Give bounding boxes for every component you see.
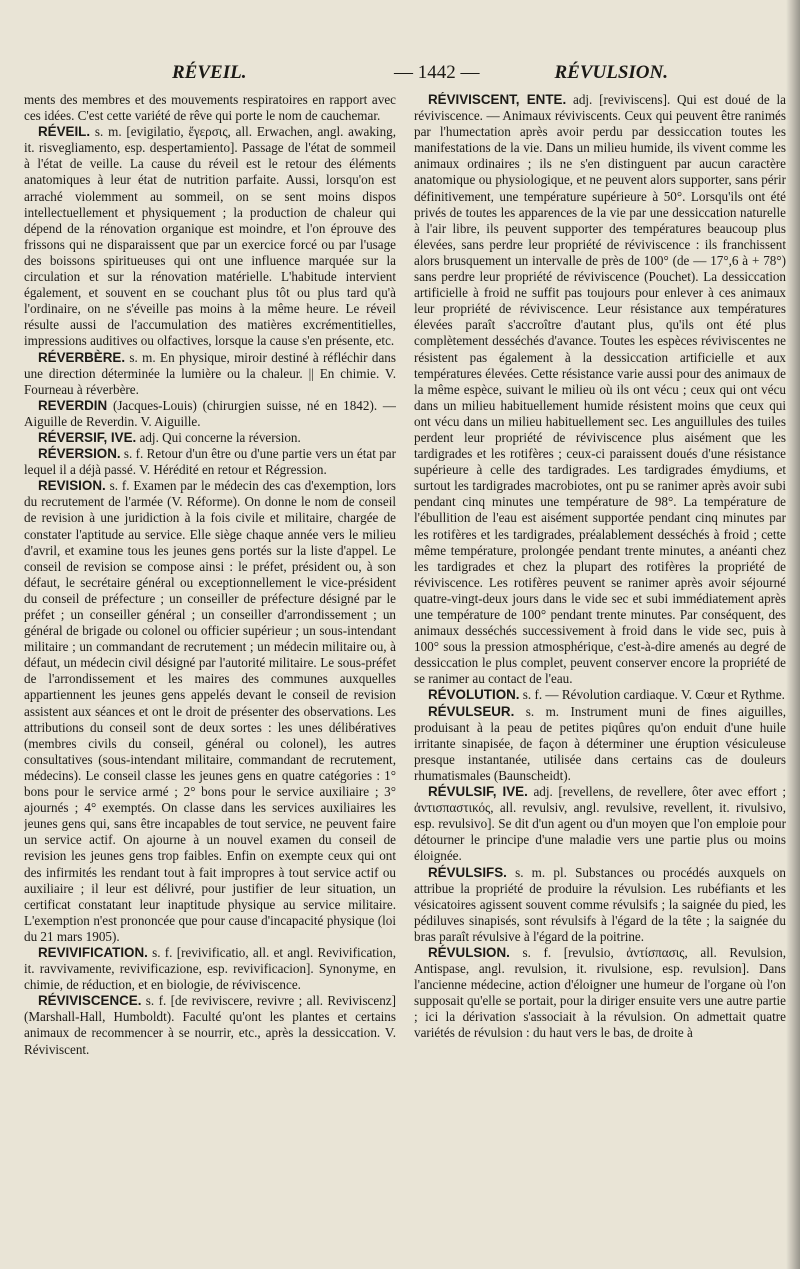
entry-headword: REVIVIFICATION.: [38, 944, 148, 960]
entry-definition: s. f. [revulsio, ἀντίσπασις, all. Revulsion, Antispase, angl. revulsion, it. rivulsione, esp. revulsion]. Dans l'ancienne médecine, action d'éloigner une humeur de l'organe où l'on supposait qu'elle se portait, pour la diriger ensuite vers une autre partie ; ici la dérivation s'associait à la révulsion. On admettait quatre variétés de révulsion : du haut vers le bas, de droite à: [414, 944, 786, 1041]
entry-definition: s. f. Retour d'un être ou d'une partie vers un état par lequel il a déjà passé. V. Hérédité en retour et Régression.: [24, 446, 396, 478]
entry-headword: REVISION.: [38, 478, 106, 494]
dictionary-entry: [414, 92, 786, 687]
right-column: [414, 92, 786, 1261]
entry-headword: RÉVERSION.: [38, 446, 121, 462]
dictionary-entry: [24, 124, 396, 349]
text-columns: [24, 92, 786, 1261]
dictionary-entry: [24, 993, 396, 1057]
running-head-right: RÉVULSION.: [554, 62, 668, 83]
entry-headword: RÉVULSION.: [428, 944, 510, 960]
dictionary-entry: [414, 784, 786, 864]
dictionary-entry: [414, 687, 786, 703]
entry-headword: RÉVULSIFS.: [428, 864, 507, 880]
entry-headword: REVERDIN: [38, 397, 108, 413]
entry-headword: RÉVEIL.: [38, 124, 91, 140]
page-number: — 1442 —: [394, 62, 480, 83]
entry-headword: RÉVERBÈRE.: [38, 349, 126, 365]
dictionary-entry: [24, 945, 396, 993]
left-column: [24, 92, 396, 1261]
dictionary-entry: [24, 398, 396, 430]
entry-headword: RÉVULSEUR.: [428, 703, 515, 719]
entry-definition: s. f. [revivificatio, all. et angl. Revivification, it. ravvivamente, revivificazione, esp. revivificacion]. Synonyme, en chimie, de réduction, et en biologie, de réviviscence.: [24, 944, 396, 993]
dictionary-entry: [414, 945, 786, 1042]
page-edge-shadow: [786, 0, 800, 1269]
running-head-left: RÉVEIL.: [172, 62, 247, 83]
entry-definition: s. f. Examen par le médecin des cas d'exemption, lors du recrutement de l'armée (V. Réforme). On donne le nom de conseil de revision à une juridiction à la fois civile et militaire, chargée de constater l'aptitude au service. Elle siège chaque année vers le milieu d'avril, et examine tous les jeunes gens portés sur la liste d'appel. Le conseil de revision se compose ainsi : le préfet, président ou, à son défaut, le secrétaire général ou exceptionnellement le vice-président du conseil de préfecture ; un conseiller de préfecture désigné par le préfet ; un conseiller général ; un conseiller d'arrondissement ; un général de brigade ou colonel ou officier supérieur ; un sous-intendant militaire ; un commandant de recrutement ; un médecin militaire ou, à défaut, un médecin civil désigné par l'autorité militaire. Le sous-préfet de l'arrondissement et les maires des communes auxquelles appartiennent les jeunes gens appelés devant le conseil de revision assistent aux séances et ont le droit de présenter des observations. Les attributions du conseil sont de deux sortes : les unes délibératives (membres civils du conseil, général ou colonel), les autres consultatives (sous-intendant militaire, commandant de recrutement, médecins). Le conseil classe les jeunes gens en quatre catégories : 1° bons pour le service armé ; 2° bons pour le service auxiliaire ; 3° ajournés ; 4° exemptés. On classe dans les services auxiliaires les jeunes gens qui, sans être incapables de tout service, ne peuvent faire un service actif. On ajourne à un nouvel examen du conseil de revision les jeunes gens trop faibles. Enfin on exempte ceux qui ont des infirmités les rendant tout à fait impropres à tout service actif ou auxiliaire ; il leur est délivré, pour justifier de leur situation, un certificat constatant leur inaptitude physique au service militaire. L'exemption n'est prononcée que pour cause d'incapacité physique (loi du 21 mars 1905).: [24, 478, 396, 944]
entry-definition: adj. Qui concerne la réversion.: [136, 429, 301, 445]
entry-definition: (Jacques-Louis) (chirurgien suisse, né en 1842). — Aiguille de Reverdin. V. Aiguille.: [24, 397, 396, 429]
entry-headword: RÉVIVISCENT, ENTE.: [428, 92, 567, 107]
entry-definition: s. f. — Révolution cardiaque. V. Cœur et Rythme.: [519, 687, 785, 703]
dictionary-entry: [414, 704, 786, 784]
entry-headword: RÉVULSIF, IVE.: [428, 784, 528, 800]
dictionary-entry: [414, 865, 786, 945]
entry-definition: s. m. pl. Substances ou procédés auxquels on attribue la propriété de produire la révulsion. Les rubéfiants et les vésicatoires agissent souvent comme révulsifs ; la saignée du pied, les pédiluves sinapisés, sont révulsifs à l'égard de la tête ; la saignée du bras paraît révulsive à l'égard de la poitrine.: [414, 864, 786, 944]
entry-definition: s. m. Instrument muni de fines aiguilles, produisant à la peau de petites piqûres qu'on enduit d'une huile irritante sinapisée, de façon à déterminer une éruption vésiculeuse presque instantanée, utilisée dans certains cas de douleurs rhumatismales (Baunscheidt).: [414, 703, 786, 783]
entry-definition: adj. [revellens, de revellere, ôter avec effort ; ἀντισπαστικός, all. revulsiv, angl. revulsive, revellent, it. rivulsivo, esp. revulsivo]. Se dit d'un agent ou d'un moyen que l'on emploie pour détourner le principe d'une maladie vers une partie plus ou moins éloignée.: [414, 784, 786, 864]
entry-headword: RÉVERSIF, IVE.: [38, 429, 137, 445]
entry-definition: adj. [reviviscens]. Qui est doué de la réviviscence. — Animaux réviviscents. Ceux qui peuvent être ranimés par l'humectation après avoir perdu par dessiccation toutes les manifestations de la vie. Dans un milieu humide, ils vivent comme les animaux ordinaires ; ils ne s'en distinguent par aucun caractère anatomique ou physiologique, et ne peuvent alors supporter, sans périr définitivement, une température supérieure à 50°. Lorsqu'ils ont été privés de toutes les apparences de la vie par une dessiccation naturelle à l'air libre, ils peuvent supporter des températures beaucoup plus élevées, sans perdre leur propriété de réviviscence : ils franchissent alors brusquement un intervalle de près de 100° (de — 17°,6 à + 78°) sans perdre leur propriété de réviviscence (Pouchet). La dessiccation artificielle à froid ne suffit pas toujours pour enlever à ces animaux leur propriété de réviviscence. Leur résistance aux températures élevées paraît s'accroître d'autant plus, qu'ils ont été plus complètement desséchés d'avance. Toutes les espèces réviviscentes ne résistent pas également à la dessiccation artificielle et aux températures élevées. Cette résistance varie aussi pour des animaux de la même espèce, suivant le milieu où ils ont vécu ; ceux qui ont vécu dans un milieu habituellement humide résistent moins que ceux qui ont vécu dans un milieu habituellement sec. Les anguillules des tuiles perdent leur propriété de réviviscence plus aisément que les tardigrades et les rotifères ; ceux-ci paraissent doués d'une résistance supérieure à celle des tardigrades. Les tardigrades émydiums, et surtout les tardigrades macrobiotes, ont pu se ranimer après avoir subi pendant cinq minutes une température de 98°. La température de l'ébullition de l'eau est aisément supportée pendant cinq minutes par les rotifères et les tardigrades, préalablement desséchés à froid ; cette même température, prolongée pendant trente minutes, a anéanti chez les tardigrades et chez la plupart des rotifères la propriété de réviviscence. Les rotifères peuvent se ranimer après avoir séjourné quatre-vingt-deux jours dans le vide sec et subi immédiatement après une température de 100° pendant trente minutes. Par conséquent, des animaux desséchés successivement à froid dans le vide sec, puis à 100° sous la pression atmosphérique, c'est-à-dire amenés au degré de dessiccation le plus complet, peuvent conserver encore la propriété de se ranimer au contact de l'eau.: [414, 92, 786, 687]
continued-paragraph: ments des membres et des mouvements respiratoires en rapport avec ces idées. C'est cette variété de rêve qui porte le nom de cauchemar.: [24, 92, 396, 124]
entry-definition: s. m. En physique, miroir destiné à réfléchir dans une direction déterminée la lumière ou la chaleur. || En chimie. V. Fourneau à réverbère.: [24, 349, 396, 397]
dictionary-entry: [24, 446, 396, 478]
page-header: [26, 62, 778, 84]
entry-headword: RÉVIVISCENCE.: [38, 993, 142, 1009]
entry-definition: s. f. [de reviviscere, revivre ; all. Reviviscenz] (Marshall-Hall, Humboldt). Faculté qu'ont les plantes et certains animaux de recommencer à se nourrir, etc., après la dessiccation. V. Réviviscent.: [24, 993, 396, 1057]
entry-definition: s. m. [evigilatio, ἔγερσις, all. Erwachen, angl. awaking, it. risvegliamento, esp. despertamiento]. Passage de l'état de sommeil à l'état de veille. La cause du réveil est le retour des éléments anatomiques à leur état de nutrition parfaite. Aussi, lorsqu'on est arraché violemment au sommeil, on se sent moins dispos intellectuellement et physiquement ; la production de chaleur qui dépend de la rénovation organique est moindre, et l'on éprouve des frissons qui ne disparaissent que par un exercice forcé ou par l'usage des boissons spiritueuses qui ont une influence marquée sur la circulation et sur la rénovation matérielle. L'habitude intervient également, et souvent en se couchant plus tôt ou plus tard qu'à l'ordinaire, on ne s'éveille pas moins à la même heure. Le réveil résulte aussi de l'accumulation des matières excrémentitielles, impressions auditives ou olfactives, lorsque la cause s'en présente, etc.: [24, 124, 396, 349]
dictionary-entry: [24, 478, 396, 945]
dictionary-entry: [24, 430, 396, 446]
entry-headword: RÉVOLUTION.: [428, 687, 520, 703]
dictionary-entry: [24, 350, 396, 398]
